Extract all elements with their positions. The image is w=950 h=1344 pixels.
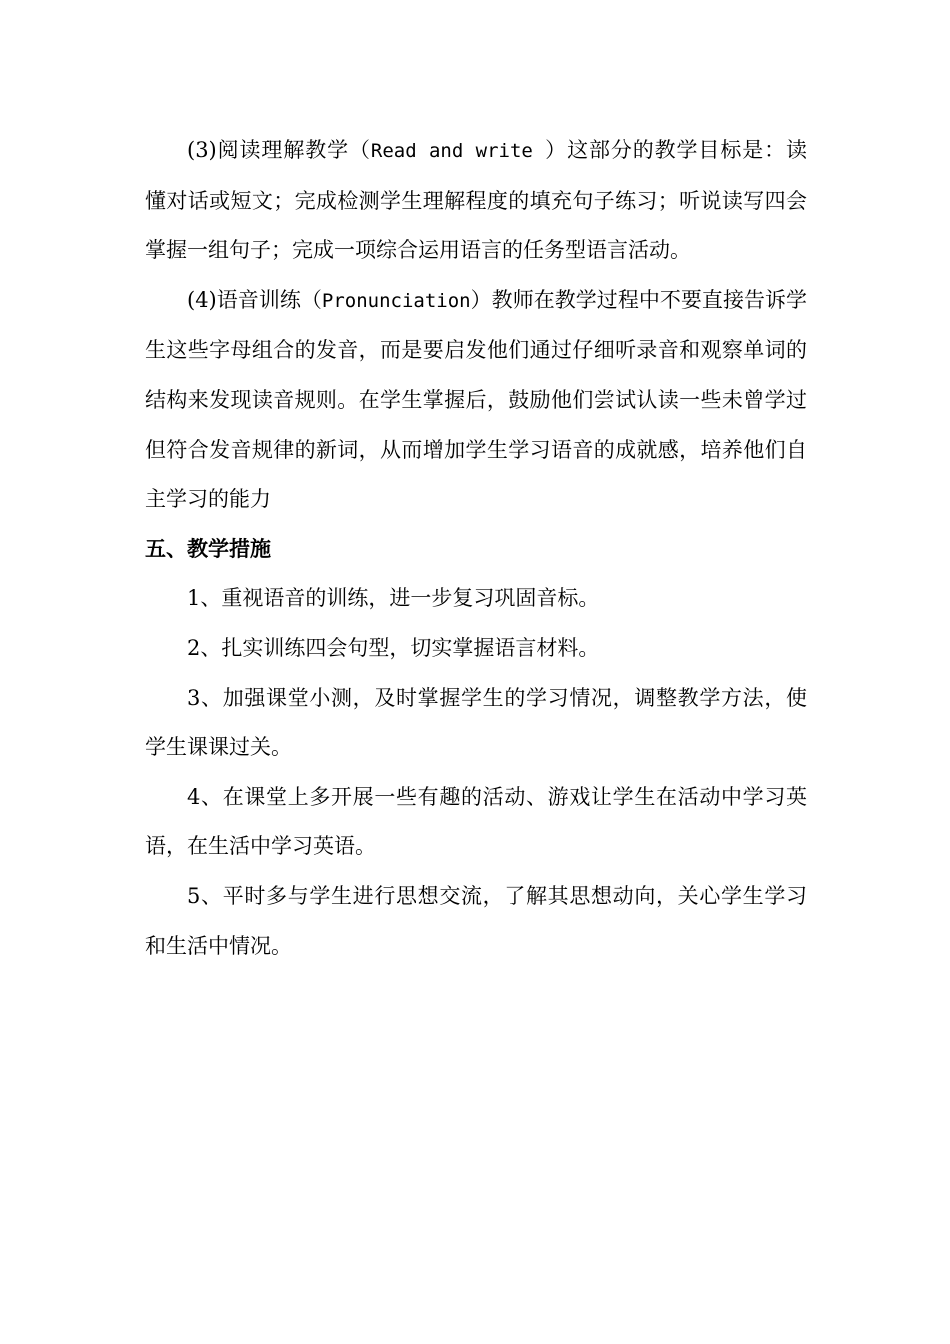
section-heading: 五、教学措施 [145,536,271,561]
pronunciation-paragraph [145,276,807,525]
pronunciation-text: ）教师在教学过程中不要直接告诉学生这些字母组合的发音，而是要启发他们通过仔细听录音和观察单词的结构来发现读音规则。在学生掌握后，鼓励他们尝试认读一些未曾学过但符合发音规律的新词，从而增加学生学习语音的成就感，培养他们自主学习的能力 [145,287,808,512]
measure-item: 2、扎实训练四会句型，切实掌握语言材料。 [187,635,600,660]
measure-item: 5、平时多与学生进行思想交流，了解其思想动向，关心学生学习和生活中情况。 [145,883,807,958]
measure-item: 3、加强课堂小测，及时掌握学生的学习情况，调整教学方法，使学生课课过关。 [145,685,807,760]
pronunciation-latin: Pronunciation [321,289,471,312]
measure-item: 1、重视语音的训练，进一步复习巩固音标。 [187,586,600,611]
measure-item: 4、在课堂上多开展一些有趣的活动、游戏让学生在活动中学习英语，在生活中学习英语。 [145,784,807,859]
document-page [145,126,807,971]
reading-latin: Read and write [370,140,546,162]
reading-teaching-paragraph [145,126,807,276]
reading-text: ）这部分的教学目标是：读懂对话或短文；完成检测学生理解程度的填充句子练习；听说读写四会掌握一组句子；完成一项综合运用语言的任务型语言活动。 [145,138,807,263]
reading-prefix: (3)阅读理解教学（ [187,138,371,162]
pronunciation-prefix: (4)语音训练（ [187,287,322,312]
